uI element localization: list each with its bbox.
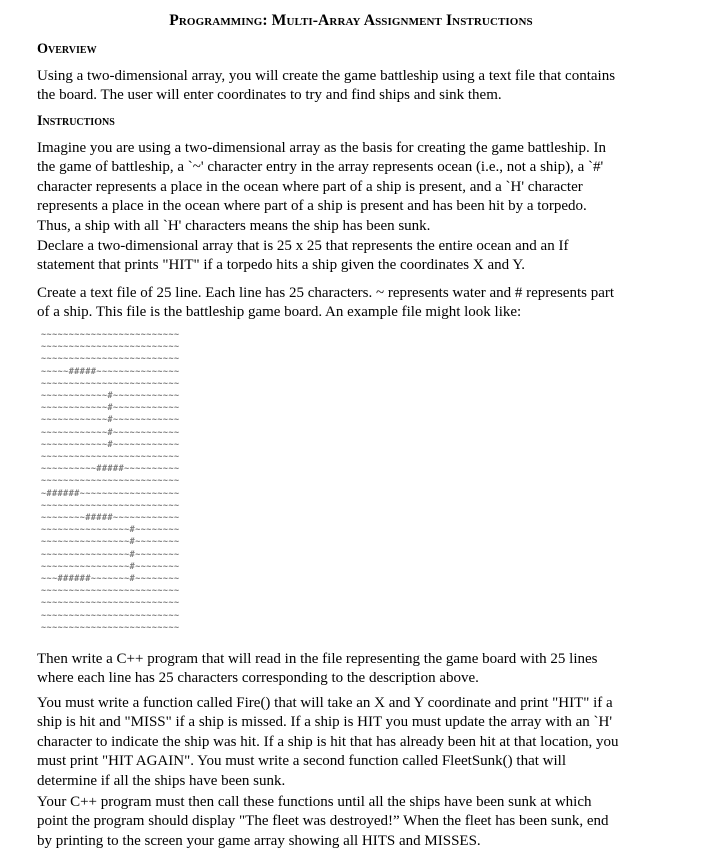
instructions-paragraph-5: You must write a function called Fire() that will take an X and Y coordinate and print "HIT" if a ship is hit and "MISS" if a ship is missed. If a ship is HIT you must update the array with an `H' character to indicate the ship was hit. If a ship is hit that has already been hit at that location, you must print "HIT AGAIN". You must write a second function called FleetSunk() that will determine if all the ships have been sunk. [37, 695, 619, 789]
instructions-paragraph-2: Declare a two-dimensional array that is 25 x 25 that represents the entire ocean and an If statement that prints "HIT" if a torpedo hits a ship given the coordinates X and Y. [37, 238, 569, 274]
overview-text: Using a two-dimensional array, you will create the game battleship using a text file that contains the board. The user will enter coordinates to try and find ships and sink them. [37, 68, 616, 104]
overview-heading: Overview [37, 41, 97, 57]
instructions-paragraph-6: Your C++ program must then call these functions until all the ships have been sunk at which point the program should display "The fleet was destroyed!” When the fleet has been sunk, end by printing to the screen your game array showing all HITS and MISSES. [37, 794, 609, 849]
instructions-paragraph-3: Create a text file of 25 line. Each line has 25 characters. ~ represents water and # represents part of a ship. This file is the battleship game board. An example file might look like: [37, 285, 615, 321]
instructions-paragraph-4: Then write a C++ program that will read in the file representing the game board with 25 lines where each line has 25 characters corresponding to the description above. [37, 651, 598, 687]
instructions-heading: Instructions [37, 113, 115, 129]
instructions-paragraph-1: Imagine you are using a two-dimensional array as the basis for creating the game battleship. In the game of battleship, a `~' character entry in the array represents ocean (i.e., not a ship), a `#' character represents a place in the ocean where part of a ship is present, and a `H' character represents a place in the ocean where part of a ship is present and has been hit by a torpedo. Thus, a ship with all `H' characters means the ship has been sunk. [37, 140, 606, 234]
page-title: Programming: Multi-Array Assignment Instructions [169, 12, 533, 29]
example-game-board: ~~~~~~~~~~~~~~~~~~~~~~~~~ ~~~~~~~~~~~~~~~~~~~~~~~~~ ~~~~~~~~~~~~~~~~~~~~~~~~~ ~~~~~#####~~~~~~~~~~~~~~~ ~~~~~~~~~~~~~~~~~~~~~~~~~ ~~~~~~~~~~~~#~~~~~~~~~~~~ ~~~~~~~~~~~~#~~~~~~~~~~~~ ~~~~~~~~~~~~#~~~~~~~~~~~~ ~~~~~~~~~~~~#~~~~~~~~~~~~ ~~~~~~~~~~~~#~~~~~~~~~~~~ ~~~~~~~~~~~~~~~~~~~~~~~~~ ~~~~~~~~~~#####~~~~~~~~~~ ~~~~~~~~~~~~~~~~~~~~~~~~~ ~######~~~~~~~~~~~~~~~~~~ ~~~~~~~~~~~~~~~~~~~~~~~~~ ~~~~~~~~#####~~~~~~~~~~~~ ~~~~~~~~~~~~~~~~#~~~~~~~~ ~~~~~~~~~~~~~~~~#~~~~~~~~ ~~~~~~~~~~~~~~~~#~~~~~~~~ ~~~~~~~~~~~~~~~~#~~~~~~~~ ~~~######~~~~~~~#~~~~~~~~ ~~~~~~~~~~~~~~~~~~~~~~~~~ ~~~~~~~~~~~~~~~~~~~~~~~~~ ~~~~~~~~~~~~~~~~~~~~~~~~~ ~~~~~~~~~~~~~~~~~~~~~~~~~ [41, 329, 180, 632]
